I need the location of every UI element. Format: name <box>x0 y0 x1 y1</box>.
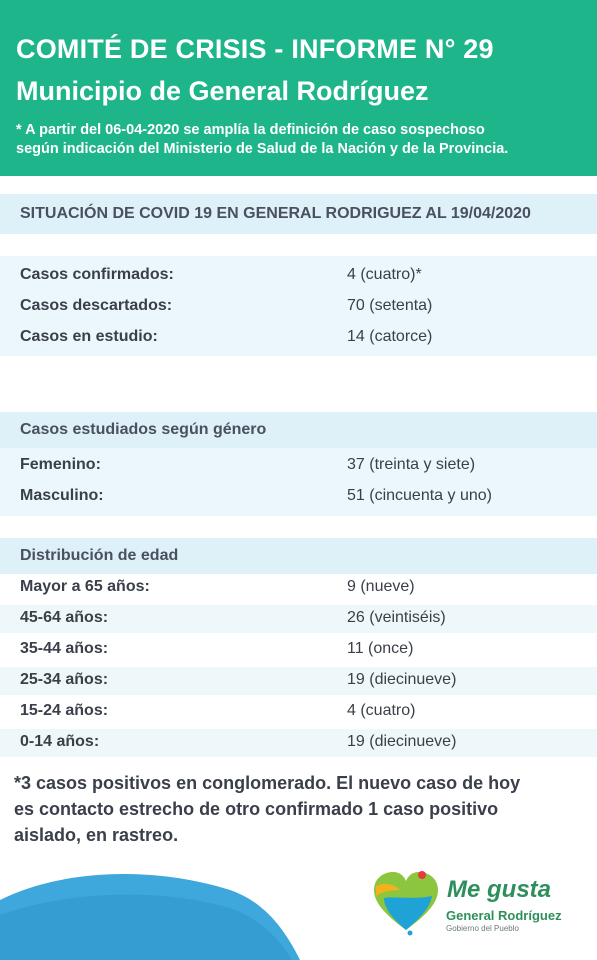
age-value: 4 (cuatro) <box>347 702 416 719</box>
gender-label: Femenino: <box>20 456 101 473</box>
footnote-line3: aislado, en rastreo. <box>14 825 179 845</box>
age-title: Distribución de edad <box>20 547 179 564</box>
age-value: 19 (diecinueve) <box>347 733 457 750</box>
footnote-line1: *3 casos positivos en conglomerado. El nuevo caso de hoy <box>14 773 521 793</box>
age-row <box>0 667 597 695</box>
gender-value: 51 (cincuenta y uno) <box>347 487 492 504</box>
age-value: 9 (nueve) <box>347 578 415 595</box>
age-value: 26 (veintiséis) <box>347 609 446 626</box>
logo-tagline: Gobierno del Pueblo <box>446 924 519 933</box>
age-row <box>0 574 597 602</box>
age-title-band <box>0 538 597 574</box>
gender-title: Casos estudiados según género <box>20 421 267 438</box>
gender-value: 37 (treinta y siete) <box>347 456 476 473</box>
footnote <box>14 770 586 848</box>
age-row <box>0 729 597 757</box>
gender-label: Masculino: <box>20 487 104 504</box>
cases-value: 70 (setenta) <box>347 297 433 314</box>
age-label: 25-34 años: <box>20 671 109 688</box>
footnote-line2: es contacto estrecho de otro confirmado 1 caso positivo <box>14 799 499 819</box>
gender-title-band <box>0 412 597 448</box>
cases-value: 14 (catorce) <box>347 328 433 345</box>
age-label: 15-24 años: <box>20 702 109 719</box>
cases-label: Casos descartados: <box>20 297 173 314</box>
age-value: 19 (diecinueve) <box>347 671 457 688</box>
heart-logo-icon <box>370 866 442 936</box>
gender-row-male <box>0 483 597 511</box>
cases-value: 4 (cuatro)* <box>347 266 422 283</box>
situation-title: SITUACIÓN DE COVID 19 EN GENERAL RODRIGUEZ AL 19/04/2020 <box>20 205 531 222</box>
cases-row-in-study <box>0 324 597 352</box>
gender-row-female <box>0 452 597 480</box>
age-row <box>0 636 597 664</box>
cases-label: Casos en estudio: <box>20 328 158 345</box>
age-label: Mayor a 65 años: <box>20 578 150 595</box>
age-label: 0-14 años: <box>20 733 100 750</box>
logo-name: General Rodríguez <box>446 908 562 923</box>
situation-band <box>0 194 597 234</box>
age-label: 35-44 años: <box>20 640 109 657</box>
header-banner <box>0 0 597 176</box>
logo-slogan: Me gusta <box>447 876 552 903</box>
age-row <box>0 605 597 633</box>
municipality-title: Municipio de General Rodríguez <box>16 76 429 106</box>
cases-label: Casos confirmados: <box>20 266 174 283</box>
report-title: COMITÉ DE CRISIS - INFORME N° 29 <box>16 34 494 64</box>
definition-note <box>16 121 508 159</box>
age-label: 45-64 años: <box>20 609 109 626</box>
cases-row-confirmed <box>0 262 597 290</box>
definition-note-line2: según indicación del Ministerio de Salud de la Nación y de la Provincia. <box>16 141 509 157</box>
age-value: 11 (once) <box>347 640 414 657</box>
decorative-wave <box>0 860 300 960</box>
definition-note-line1: * A partir del 06-04-2020 se amplía la definición de caso sospechoso <box>16 122 485 138</box>
age-row <box>0 698 597 726</box>
cases-row-discarded <box>0 293 597 321</box>
